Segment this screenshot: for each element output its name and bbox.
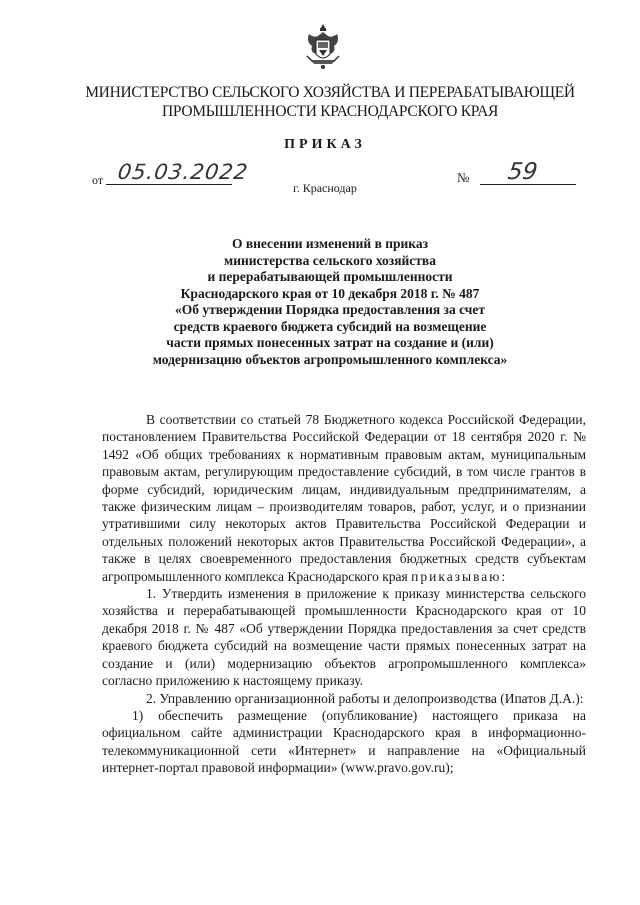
heading-line: модернизацию объектов агропромышленного комплекса» xyxy=(152,351,508,367)
order-title: ПРИКАЗ xyxy=(284,137,366,152)
preamble-text: В соответствии со статьей 78 Бюджетного кодекса Российской Федерации, постановлением Правительства Российской Федерации от 18 сентября 2020 г. № 1492 «Об общих требованиях к нормативным правовым актам, муниципальным правовым актам, регулирующим предоставление субсидий, в том числе грантов в форме субсидий, юридическим лицам, индивидуальным предпринимателям, а также физическим лицам – производителям товаров, работ, услуг, и о признании утратившими силу некоторых актов Правительства Российской Федерации и отдельных положений некоторых актов Правительства Российской Федерации», а также в целях своевременного предоставления бюджетных средств субъектам агропромышленного комплекса Краснодарского края xyxy=(102,412,586,584)
item-2-paragraph: 2. Управлению организационной работы и делопроизводства (Ипатов Д.А.): xyxy=(146,690,584,706)
ministry-name-line2: ПРОМЫШЛЕННОСТИ КРАСНОДАРСКОГО КРАЯ xyxy=(161,103,499,120)
number-prefix: № xyxy=(457,170,470,185)
document-heading xyxy=(120,236,540,368)
heading-line: О внесении изменений в приказ xyxy=(231,236,429,251)
item-2-1-paragraph: 1) обеспечить размещение (опубликование) настоящего приказа на официальном сайте администрации Краснодарского края в информационно-телекоммуникационной сети «Интернет» и направление на «Официальный интернет-портал правовой информации» (www.pravo.gov.ru); xyxy=(102,707,586,776)
preamble-paragraph xyxy=(102,411,586,585)
order-word: приказываю: xyxy=(411,568,508,584)
heading-line: министерства сельского хозяйства xyxy=(224,252,436,268)
document-body xyxy=(102,411,586,777)
city: г. Краснодар xyxy=(293,181,357,195)
ministry-name-line1: МИНИСТЕРСТВО СЕЛЬСКОГО ХОЗЯЙСТВА И ПЕРЕРАБАТЫВАЮЩЕЙ xyxy=(85,84,575,101)
order-date: 05.03.2022 xyxy=(116,160,250,184)
heading-line: и перерабатывающей промышленности xyxy=(207,269,453,284)
order-number: 59 xyxy=(506,159,540,185)
ministry-name xyxy=(60,83,600,121)
date-prefix: от xyxy=(92,173,104,187)
heading-line: части прямых понесенных затрат на создание и (или) xyxy=(166,335,494,350)
heading-line: средств краевого бюджета субсидий на возмещение xyxy=(173,318,487,334)
heading-line: «Об утверждении Порядка предоставления за счет xyxy=(174,302,486,317)
item-1-paragraph: 1. Утвердить изменения в приложение к приказу министерства сельского хозяйства и перерабатывающей промышленности Краснодарского края от 10 декабря 2018 г. № 487 «Об утверждении Порядка предоставления за счет средств краевого бюджета субсидий на возмещение части прямых понесенных затрат на создание и (или) модернизацию объектов агропромышленного комплекса» согласно приложению к настоящему приказу. xyxy=(102,586,586,689)
coat-of-arms-icon xyxy=(304,22,342,70)
heading-line: Краснодарского края от 10 декабря 2018 г. № 487 xyxy=(180,285,480,301)
